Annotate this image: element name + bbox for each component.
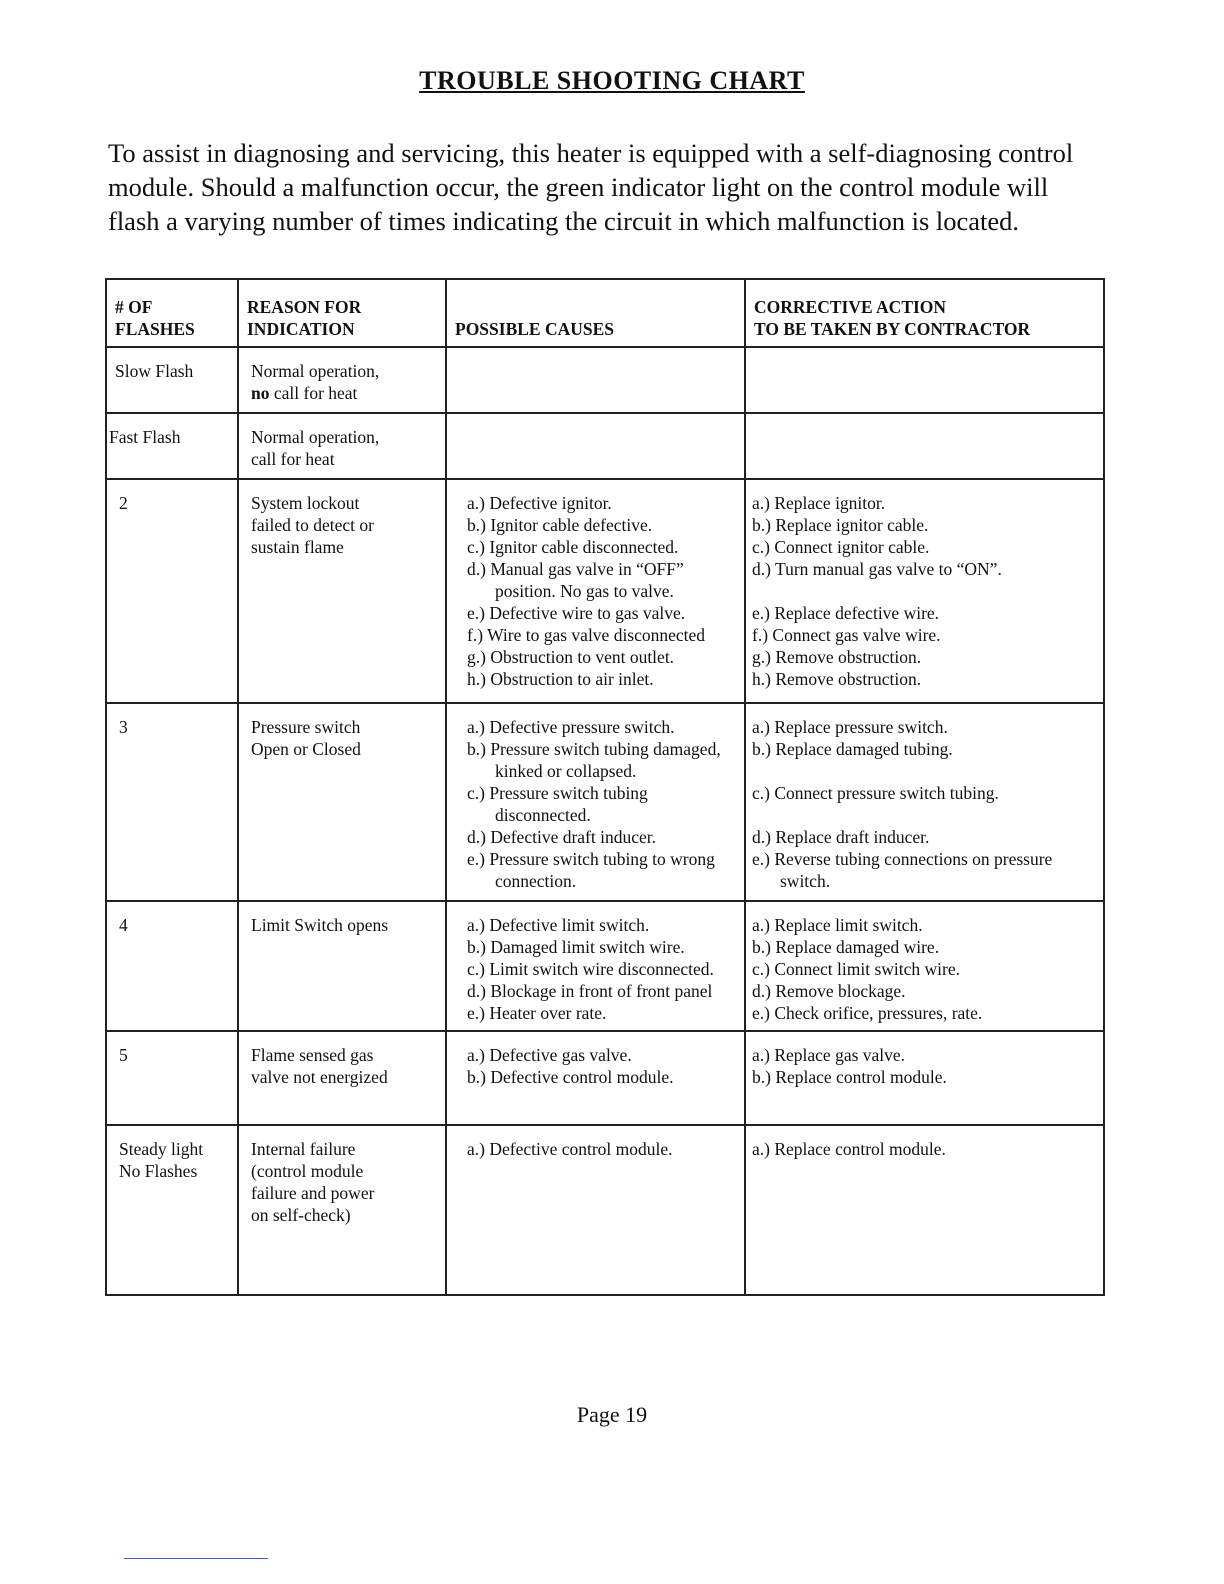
reason-text-2 — [251, 382, 439, 404]
actions-cell — [745, 479, 1104, 703]
cause-item: e.) Defective wire to gas valve. — [467, 603, 686, 623]
page-number: Page 19 — [576, 1402, 648, 1427]
action-item: c.) Connect ignitor cable. — [752, 537, 930, 557]
action-item: a.) Replace pressure switch. — [752, 717, 948, 737]
action-item: b.) Replace damaged tubing. — [752, 739, 953, 759]
flashes-cell — [106, 413, 238, 479]
action-item: d.) Replace draft inducer. — [752, 827, 930, 847]
action-item: c.) Connect pressure switch tubing. — [752, 783, 999, 803]
flashes-cell — [106, 703, 238, 901]
table-row — [106, 1031, 1104, 1125]
flashes-text: Steady light — [119, 1139, 204, 1159]
flashes-cell — [106, 347, 238, 413]
action-item: h.) Remove obstruction. — [752, 669, 922, 689]
cause-item: b.) Damaged limit switch wire. — [467, 937, 685, 957]
header-causes-line-1: POSSIBLE CAUSES — [455, 319, 615, 339]
causes-cell — [446, 703, 745, 901]
flashes-cell — [106, 1125, 238, 1295]
actions-cell — [745, 901, 1104, 1031]
causes-cell — [446, 347, 745, 413]
cause-item: f.) Wire to gas valve disconnected — [467, 625, 706, 645]
reason-text: Flame sensed gas — [251, 1045, 374, 1065]
header-action-line-2: TO BE TAKEN BY CONTRACTOR — [754, 319, 1031, 339]
reason-text: on self-check) — [251, 1205, 351, 1225]
header-action-line-1: CORRECTIVE ACTION — [754, 297, 947, 317]
cause-item: d.) Manual gas valve in “OFF” position. No gas to valve. — [467, 559, 684, 601]
header-reason-line-2: INDICATION — [247, 319, 355, 339]
cause-item: d.) Blockage in front of front panel — [467, 981, 713, 1001]
reason-cell — [238, 413, 446, 479]
action-item: f.) Connect gas valve wire. — [752, 625, 941, 645]
reason-cell — [238, 1125, 446, 1295]
cause-item: g.) Obstruction to vent outlet. — [467, 647, 675, 667]
reason-text: valve not energized — [251, 1067, 388, 1087]
flashes-text: 5 — [119, 1045, 128, 1065]
cause-item: h.) Obstruction to air inlet. — [467, 669, 654, 689]
action-item: g.) Remove obstruction. — [752, 647, 922, 667]
causes-cell — [446, 413, 745, 479]
reason-text: Normal operation, — [251, 427, 380, 447]
reason-text: Open or Closed — [251, 739, 361, 759]
cause-item: b.) Pressure switch tubing damaged, kinked or collapsed. — [467, 739, 721, 781]
reason-cell — [238, 901, 446, 1031]
causes-cell — [446, 901, 745, 1031]
flashes-text: Slow Flash — [115, 361, 194, 381]
cause-item: d.) Defective draft inducer. — [467, 827, 657, 847]
action-item: a.) Replace ignitor. — [752, 493, 886, 513]
reason-cell — [238, 703, 446, 901]
reason-bold-word: no — [251, 383, 270, 403]
cause-item: a.) Defective gas valve. — [467, 1045, 632, 1065]
reason-text: failure and power — [251, 1183, 375, 1203]
actions-cell — [745, 347, 1104, 413]
action-item: a.) Replace gas valve. — [752, 1045, 906, 1065]
action-item: e.) Check orifice, pressures, rate. — [752, 1003, 983, 1023]
cause-item: a.) Defective limit switch. — [467, 915, 650, 935]
flashes-text: 4 — [119, 915, 128, 935]
action-item: b.) Replace ignitor cable. — [752, 515, 929, 535]
cause-item: c.) Ignitor cable disconnected. — [467, 537, 679, 557]
cause-item: b.) Ignitor cable defective. — [467, 515, 653, 535]
actions-cell — [745, 1031, 1104, 1125]
table-row — [106, 413, 1104, 479]
cause-item: a.) Defective control module. — [467, 1139, 673, 1159]
cause-item: b.) Defective control module. — [467, 1067, 674, 1087]
flashes-text: 2 — [119, 493, 128, 513]
reason-text-rest: call for heat — [273, 383, 358, 403]
cause-item: e.) Pressure switch tubing to wrong connection. — [467, 849, 715, 891]
reason-text: Internal failure — [251, 1139, 356, 1159]
causes-cell — [446, 479, 745, 703]
reason-text: Normal operation, — [251, 361, 380, 381]
table-row — [106, 479, 1104, 703]
action-item: b.) Replace damaged wire. — [752, 937, 940, 957]
cause-item: c.) Limit switch wire disconnected. — [467, 959, 714, 979]
actions-cell — [745, 703, 1104, 901]
table-header-row — [106, 279, 1104, 347]
actions-cell — [745, 1125, 1104, 1295]
action-item: d.) Remove blockage. — [752, 981, 906, 1001]
reason-text: Pressure switch — [251, 717, 361, 737]
actions-cell — [745, 413, 1104, 479]
reason-text: failed to detect or — [251, 515, 374, 535]
flashes-text: Fast Flash — [109, 427, 181, 447]
footer-divider — [124, 1558, 268, 1559]
table-row — [106, 703, 1104, 901]
action-item: e.) Reverse tubing connections on pressure switch. — [752, 849, 1053, 891]
table-row — [106, 1125, 1104, 1295]
reason-cell — [238, 347, 446, 413]
flashes-cell — [106, 901, 238, 1031]
reason-text: call for heat — [251, 449, 335, 469]
header-causes — [446, 279, 745, 347]
reason-cell — [238, 479, 446, 703]
cause-item: c.) Pressure switch tubing disconnected. — [467, 783, 648, 825]
reason-text: Limit Switch opens — [251, 915, 389, 935]
header-reason — [238, 279, 446, 347]
action-item: b.) Replace control module. — [752, 1067, 947, 1087]
trouble-shooting-table — [105, 278, 1105, 1296]
table-row — [106, 347, 1104, 413]
flashes-cell — [106, 1031, 238, 1125]
intro-paragraph: To assist in diagnosing and servicing, this heater is equipped with a self-diagnosing control module. Should a malfunction occur, the green indicator light on the control module will flash a varying number of times indicating the circuit in which malfunction is located. — [108, 138, 1074, 236]
flashes-text: 3 — [119, 717, 128, 737]
reason-text: System lockout — [251, 493, 360, 513]
action-item: a.) Replace control module. — [752, 1139, 946, 1159]
causes-cell — [446, 1031, 745, 1125]
cause-item: a.) Defective ignitor. — [467, 493, 612, 513]
action-item: a.) Replace limit switch. — [752, 915, 923, 935]
header-reason-line-1: REASON FOR — [247, 297, 362, 317]
cause-item: a.) Defective pressure switch. — [467, 717, 675, 737]
cause-item: e.) Heater over rate. — [467, 1003, 607, 1023]
header-action — [745, 279, 1104, 347]
reason-text: sustain flame — [251, 537, 344, 557]
action-item: d.) Turn manual gas valve to “ON”. — [752, 559, 1002, 579]
header-flashes-line-1: # OF — [115, 297, 153, 317]
header-flashes-line-2: FLASHES — [115, 319, 195, 339]
action-item: e.) Replace defective wire. — [752, 603, 940, 623]
header-flashes — [106, 279, 238, 347]
flashes-text: No Flashes — [119, 1161, 198, 1181]
reason-cell — [238, 1031, 446, 1125]
table-row — [106, 901, 1104, 1031]
causes-cell — [446, 1125, 745, 1295]
flashes-cell — [106, 479, 238, 703]
action-item: c.) Connect limit switch wire. — [752, 959, 961, 979]
reason-text: (control module — [251, 1161, 364, 1181]
page-title: TROUBLE SHOOTING CHART — [419, 66, 805, 95]
